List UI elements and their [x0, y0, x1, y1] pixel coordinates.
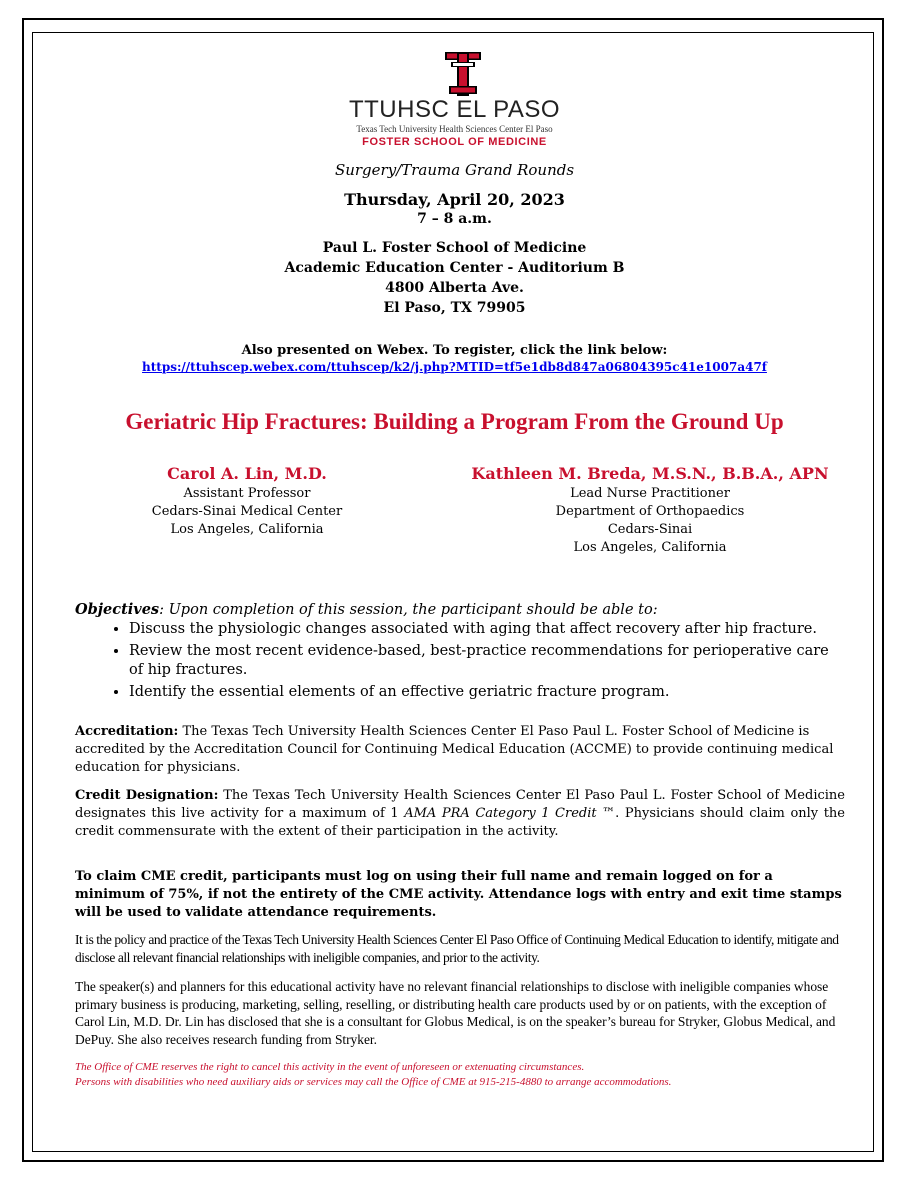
location-line: Academic Education Center - Auditorium B — [284, 260, 625, 276]
credit-designation — [75, 787, 845, 841]
accreditation-text: The Texas Tech University Health Sciences Center El Paso Paul L. Foster School of Medicine is accredited by the Accreditation Council for Continuing Medical Education (ACCME) to provide continuing medical education for physicians. — [75, 724, 834, 775]
accreditation-statement — [75, 723, 845, 777]
webex-note: Also presented on Webex. To register, click the link below: — [241, 343, 668, 358]
objectives-section — [75, 601, 845, 705]
cme-claim-notice: To claim CME credit, participants must log on using their full name and remain logged on for a minimum of 75%, if not the entirety of the CME activity. Attendance logs with entry and exit time stamps will be used to validate attendance requirements. — [75, 869, 842, 920]
disclosure-statement: The speaker(s) and planners for this educational activity have no relevant financial relationships to disclose with ineligible companies whose primary business is producing, marketing, selling, reselling, or distributing health care products used by or on patients, with the exception of Carol Lin, M.D. Dr. Lin has disclosed that she is a consultant for Globus Medical, is on the speaker’s bureau for Stryker, Globus Medical, and DePuy. She also receives research funding from Stryker. — [75, 979, 836, 1047]
policy-statement: It is the policy and practice of the Texas Tech University Health Sciences Center El Paso Office of Continuing Medical Education to identify, mitigate and disclose all relevant financial relationships with ineligible companies, and prior to the activity. — [75, 932, 839, 965]
objective-item: • Review the most recent evidence-based, best-practice recommendations for perioperative care of hip fractures. — [129, 642, 845, 680]
brand-name: TTUHSC EL PASO — [348, 96, 561, 123]
webex-registration-link[interactable]: https://ttuhscep.webex.com/ttuhscep/k2/j.php?MTID=tf5e1db8d847a06804395c41e1007a47f — [142, 360, 767, 374]
speaker-detail: Lead Nurse Practitioner — [570, 486, 730, 501]
credit-text: . Physicians should claim only the credit commensurate with the extent of their participation in the activity. — [75, 806, 845, 839]
speaker-detail: Cedars-Sinai — [607, 522, 693, 537]
event-series: Surgery/Trauma Grand Rounds — [334, 161, 575, 179]
objective-item: • Discuss the physiologic changes associated with aging that affect recovery after hip fracture. — [129, 620, 845, 639]
objectives-label: Objectives — [75, 601, 160, 618]
location-line: El Paso, TX 79905 — [383, 300, 526, 316]
talk-title: Geriatric Hip Fractures: Building a Program From the Ground Up — [125, 409, 784, 434]
accreditation-label: Accreditation: — [75, 724, 179, 739]
objectives-list — [75, 620, 845, 702]
speaker-name: Carol A. Lin, M.D. — [167, 464, 327, 483]
double-t-logo-icon — [445, 52, 481, 96]
brand-subtitle: Texas Tech University Health Sciences Center El Paso — [356, 124, 553, 134]
speaker-detail: Department of Orthopaedics — [555, 504, 745, 519]
speaker-detail: Assistant Professor — [183, 486, 311, 501]
location-line: Paul L. Foster School of Medicine — [322, 240, 587, 256]
event-time: 7 – 8 a.m. — [417, 211, 492, 227]
objective-item: • Identify the essential elements of an effective geriatric fracture program. — [129, 683, 845, 702]
speaker-name: Kathleen M. Breda, M.S.N., B.B.A., APN — [471, 464, 829, 483]
speaker-detail: Cedars-Sinai Medical Center — [151, 504, 343, 519]
credit-name: AMA PRA Category 1 Credit ™ — [404, 806, 616, 821]
school-name: FOSTER SCHOOL OF MEDICINE — [362, 136, 547, 148]
accommodations-notice: Persons with disabilities who need auxiliary aids or services may call the Office of CME at 915-215-4880 to arrange accommodations. — [75, 1076, 672, 1088]
speaker-2 — [470, 463, 830, 557]
location-line: 4800 Alberta Ave. — [385, 280, 524, 296]
objectives-intro: : Upon completion of this session, the participant should be able to: — [159, 602, 658, 618]
credit-label: Credit Designation: — [75, 788, 219, 803]
speaker-1 — [127, 463, 367, 539]
objectives-heading — [75, 601, 845, 618]
speaker-detail: Los Angeles, California — [170, 522, 324, 537]
event-date: Thursday, April 20, 2023 — [344, 190, 565, 209]
credit-text: The Texas Tech University Health Sciences Center El Paso Paul L. Foster School of Medicine designates this live activity for a maximum of 1 — [75, 788, 845, 821]
cancel-notice: The Office of CME reserves the right to cancel this activity in the event of unforeseen or extenuating circumstances. — [75, 1061, 585, 1073]
speaker-detail: Los Angeles, California — [573, 540, 727, 555]
